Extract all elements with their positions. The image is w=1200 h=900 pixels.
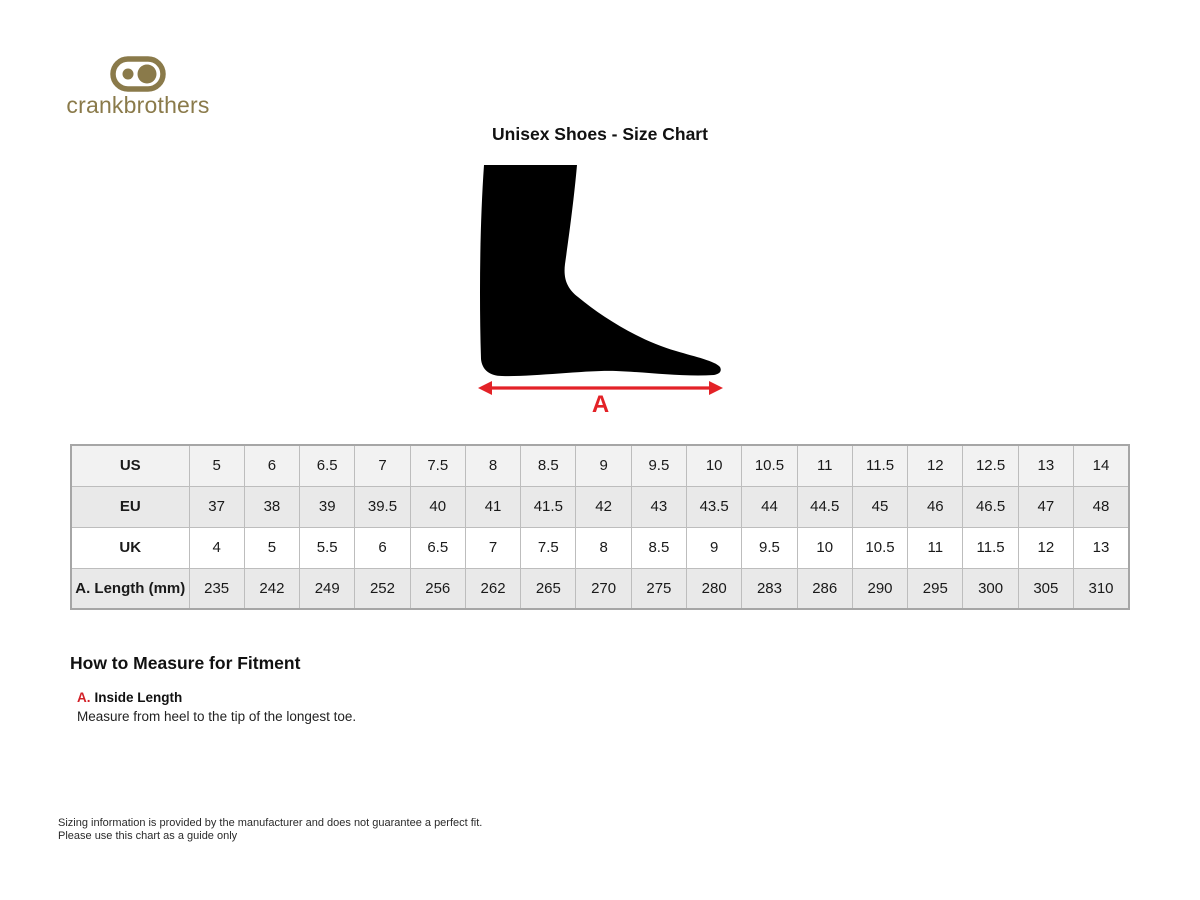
- size-table-cell: 8.5: [521, 445, 576, 486]
- size-table-cell: 11.5: [963, 527, 1018, 568]
- size-table-cell: 270: [576, 568, 631, 609]
- measure-key-a: A.: [77, 690, 91, 705]
- size-table-row: [71, 527, 1129, 568]
- size-table-cell: 39: [300, 486, 355, 527]
- size-table-cell: 12: [1018, 527, 1073, 568]
- size-table-cell: 8.5: [631, 527, 686, 568]
- foot-silhouette-icon: [478, 164, 723, 378]
- size-table-cell: 295: [908, 568, 963, 609]
- size-table-body: [71, 445, 1129, 609]
- size-table-row: [71, 486, 1129, 527]
- size-table-cell: 5.5: [300, 527, 355, 568]
- size-table-cell: 46: [908, 486, 963, 527]
- size-table-cell: 310: [1074, 568, 1130, 609]
- size-table-cell: 45: [852, 486, 907, 527]
- size-table: [70, 444, 1130, 610]
- size-table-cell: 47: [1018, 486, 1073, 527]
- size-table-row-label: A. Length (mm): [71, 568, 189, 609]
- size-table-cell: 262: [465, 568, 520, 609]
- size-table-cell: 10.5: [742, 445, 797, 486]
- size-table-row-label: US: [71, 445, 189, 486]
- size-table-cell: 43.5: [687, 486, 742, 527]
- arrow-label-a: A: [591, 391, 610, 418]
- measure-section: [70, 653, 356, 724]
- size-table-cell: 7.5: [410, 445, 465, 486]
- size-table-cell: 42: [576, 486, 631, 527]
- size-table-cell: 10: [797, 527, 852, 568]
- size-table-row-label: UK: [71, 527, 189, 568]
- size-table-cell: 9: [687, 527, 742, 568]
- size-table-cell: 13: [1018, 445, 1073, 486]
- size-table-cell: 43: [631, 486, 686, 527]
- size-table-cell: 7.5: [521, 527, 576, 568]
- measure-name: Inside Length: [94, 690, 183, 705]
- size-table-cell: 6: [244, 445, 299, 486]
- size-table-cell: 5: [189, 445, 244, 486]
- size-table-cell: 6.5: [410, 527, 465, 568]
- size-table-cell: 10: [687, 445, 742, 486]
- size-table-cell: 13: [1074, 527, 1130, 568]
- size-table-cell: 235: [189, 568, 244, 609]
- size-table-cell: 6: [355, 527, 410, 568]
- size-table-row: [71, 445, 1129, 486]
- size-table-cell: 10.5: [852, 527, 907, 568]
- size-table-cell: 4: [189, 527, 244, 568]
- size-table-cell: 7: [355, 445, 410, 486]
- size-table-cell: 38: [244, 486, 299, 527]
- size-table-cell: 275: [631, 568, 686, 609]
- size-table-cell: 40: [410, 486, 465, 527]
- brand-logo: [60, 56, 216, 117]
- size-table-cell: 265: [521, 568, 576, 609]
- crankbrothers-crank-icon: [110, 56, 166, 92]
- size-table-cell: 286: [797, 568, 852, 609]
- size-table-cell: 300: [963, 568, 1018, 609]
- size-table-row-label: EU: [71, 486, 189, 527]
- size-table-cell: 249: [300, 568, 355, 609]
- size-table-cell: 37: [189, 486, 244, 527]
- size-table-cell: 290: [852, 568, 907, 609]
- size-table-cell: 6.5: [300, 445, 355, 486]
- size-table-cell: 280: [687, 568, 742, 609]
- measure-item-a: [77, 690, 356, 724]
- size-table-cell: 8: [465, 445, 520, 486]
- size-table-cell: 41.5: [521, 486, 576, 527]
- size-table-cell: 11.5: [852, 445, 907, 486]
- size-table-cell: 12.5: [963, 445, 1018, 486]
- brand-name: crankbrothers: [66, 92, 210, 118]
- size-table-cell: 256: [410, 568, 465, 609]
- size-table-cell: 242: [244, 568, 299, 609]
- measure-heading: How to Measure for Fitment: [70, 653, 301, 673]
- size-table-cell: 283: [742, 568, 797, 609]
- size-table-cell: 5: [244, 527, 299, 568]
- size-table-cell: 305: [1018, 568, 1073, 609]
- size-table-cell: 252: [355, 568, 410, 609]
- size-table-cell: 14: [1074, 445, 1130, 486]
- size-table-cell: 44: [742, 486, 797, 527]
- size-table-cell: 48: [1074, 486, 1130, 527]
- size-table-cell: 11: [797, 445, 852, 486]
- measure-description: Measure from heel to the tip of the longest toe.: [77, 709, 357, 724]
- size-table-cell: 46.5: [963, 486, 1018, 527]
- size-table-cell: 41: [465, 486, 520, 527]
- size-table-cell: 44.5: [797, 486, 852, 527]
- size-table-cell: 11: [908, 527, 963, 568]
- size-table-cell: 8: [576, 527, 631, 568]
- size-table-cell: 7: [465, 527, 520, 568]
- footer-disclaimer: [58, 817, 482, 843]
- size-table-cell: 9.5: [631, 445, 686, 486]
- size-table-cell: 12: [908, 445, 963, 486]
- size-table-cell: 9: [576, 445, 631, 486]
- footer-line-1: Sizing information is provided by the manufacturer and does not guarantee a perfect fit.: [58, 817, 483, 829]
- size-table-cell: 39.5: [355, 486, 410, 527]
- size-table-row: [71, 568, 1129, 609]
- page-title: Unisex Shoes - Size Chart: [492, 124, 708, 144]
- measure-item-title: [77, 690, 356, 705]
- size-table-cell: 9.5: [742, 527, 797, 568]
- footer-line-2: Please use this chart as a guide only: [58, 829, 238, 842]
